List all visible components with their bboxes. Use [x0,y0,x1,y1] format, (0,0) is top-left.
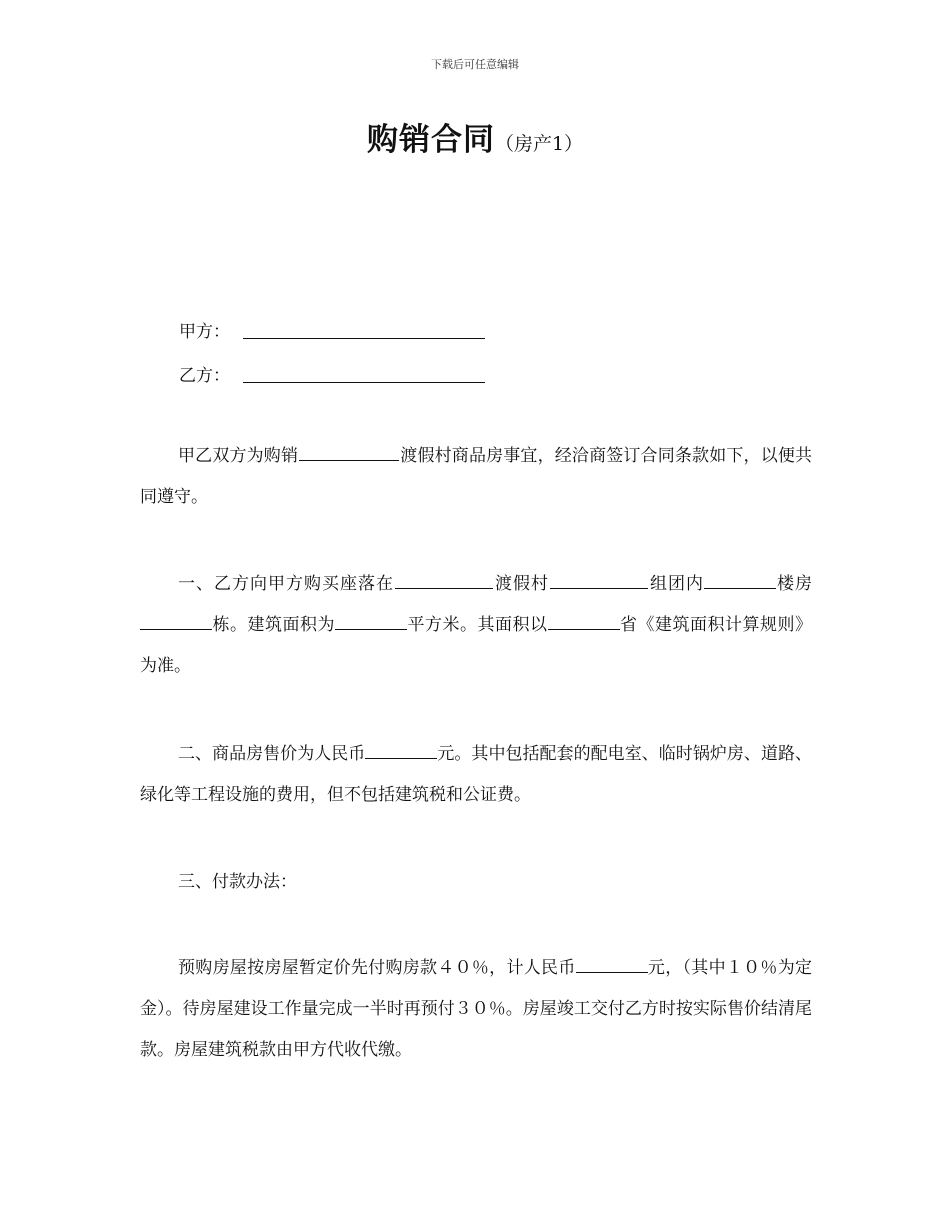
party-a-label: 甲方： [179,322,230,342]
clause-2-text-2: 元。其中包括配套的配电室、临时锅炉房、道路、绿化等工程设施的费用，但不包括建筑税和公证费。 [140,744,813,805]
clause-3-heading: 三、付款办法： [178,872,297,892]
clause-1-text-2: 渡假村 [494,574,549,594]
party-b-row [179,362,485,386]
intro-blank[interactable] [299,459,399,461]
title-main: 购销合同 [366,122,495,158]
payment-blank[interactable] [576,971,648,973]
clause-2-text-1: 二、商品房售价为人民币 [178,744,366,764]
payment-paragraph [140,948,812,1071]
clause-1-text-4: 楼房 [776,574,812,594]
clause-1-text-7: 省《建筑面积计算规则》为准。 [140,615,812,676]
clause-1-text-6: 平方米。其面积以 [407,615,548,635]
party-b-blank[interactable] [243,364,485,383]
clause-2-paragraph [140,734,812,816]
party-a-row [179,318,485,342]
party-b-label: 乙方： [179,366,230,386]
title-sub: （房产1） [494,133,584,155]
payment-text-1: 预购房屋按房屋暂定价先付购房款４０％，计人民币 [178,958,576,978]
header-note: 下载后可任意编辑 [431,58,519,71]
intro-text-1: 甲乙双方为购销 [178,446,299,466]
clause-1-blank-1[interactable] [395,587,493,589]
clause-1-text-3: 组团内 [649,574,704,594]
clause-1-blank-2[interactable] [550,587,648,589]
intro-paragraph [140,436,812,518]
intro-text-2: 渡假村商品房事宜，经洽商签订合同条款如下，以便共同遵守。 [140,446,813,507]
document-title [0,114,950,159]
clause-1-text-5: 栋。建筑面积为 [212,615,335,635]
payment-text-2: 元，（其中１０％为定金）。待房屋建设工作量完成一半时再预付３０％。房屋竣工交付乙方时按实际售价结清尾款。房屋建筑税款由甲方代收代缴。 [140,958,813,1060]
clause-1-blank-5[interactable] [335,628,407,630]
party-a-blank[interactable] [243,320,485,339]
clause-1-blank-3[interactable] [704,587,776,589]
clause-1-paragraph [140,564,812,687]
clause-2-blank[interactable] [365,757,437,759]
clause-1-blank-4[interactable] [140,628,212,630]
clause-1-text-1: 一、乙方向甲方购买座落在 [178,574,394,594]
clause-1-blank-6[interactable] [548,628,620,630]
